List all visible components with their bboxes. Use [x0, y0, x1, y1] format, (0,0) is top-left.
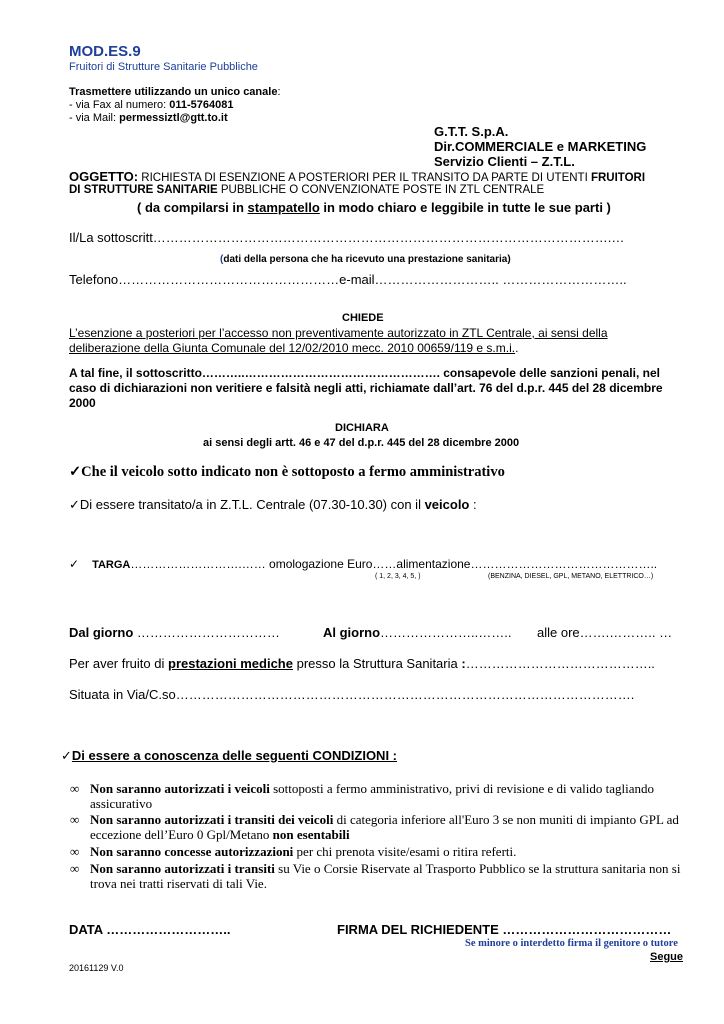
prestazioni-field[interactable]: Per aver fruito di prestazioni mediche presso la Struttura Sanitaria :……………………………………..	[69, 656, 655, 671]
condition-item: ∞ Non saranno autorizzati i transiti su Vie o Corsie Riservate al Trasporto Pubblico se la struttura sanitaria non si trova nei tratti riservati di tali Vie.	[70, 861, 681, 891]
condition-item: ∞ Non saranno autorizzati i transiti dei veicoli di categoria inferiore all'Euro 3 se non muniti di impianto GPL ad eccezione dell’Euro 0 Gpl/Metano non esentabili	[70, 812, 679, 842]
alle-ore-field[interactable]: alle ore…….……….. …	[537, 625, 673, 640]
fuel-hint: (BENZINA, DIESEL, GPL, METANO, ELETTRICO…)	[488, 573, 654, 580]
fill-instructions: ( da compilarsi in stampatello in modo chiaro e leggibile in tutte le sue parti )	[137, 200, 611, 215]
subject-label: OGGETTO:	[69, 169, 139, 184]
euro-hint: ( 1, 2, 3, 4, 5, )	[375, 573, 421, 580]
recipient-service: Servizio Clienti – Z.T.L.	[434, 154, 575, 169]
form-code: MOD.ES.9	[69, 43, 141, 60]
applicant-name-note: (dati della persona che ha ricevuto una prestazione sanitaria)	[220, 254, 511, 265]
date-field[interactable]: DATA ………………………..	[69, 922, 231, 937]
checkmark-icon: ✓	[61, 748, 72, 763]
recipient-department: Dir.COMMERCIALE e MARKETING	[434, 139, 647, 154]
phone-email-field[interactable]: Telefono……………………………………………e-mail……………………….. ………………………..	[69, 272, 627, 287]
chiede-line-1: L’esenzione a posteriori per l’accesso non preventivamente autorizzato in ZTL Centrale, ai sensi della	[69, 326, 608, 340]
subject-line-1: OGGETTO: RICHIESTA DI ESENZIONE A POSTERIORI PER IL TRANSITO DA PARTE DI UTENTI FRUITORI	[69, 169, 646, 184]
checkmark-icon: ✓	[69, 464, 82, 480]
fax-line: - via Fax al numero: 011-5764081	[69, 99, 234, 111]
recipient-company: G.T.T. S.p.A.	[434, 124, 509, 139]
transmit-heading: Trasmettere utilizzando un unico canale:	[69, 86, 281, 98]
dichiara-title: DICHIARA	[335, 422, 389, 434]
check-no-fermo: ✓Che il veicolo sotto indicato non è sottoposto a fermo amministrativo	[69, 464, 505, 480]
infinity-bullet-icon: ∞	[70, 781, 80, 796]
declaration-line-1[interactable]: A tal fine, il sottoscritto………..…………………………………………. consapevole delle sanzioni penali, nel	[69, 366, 660, 380]
mail-line: - via Mail: permessiztl@gtt.to.it	[69, 112, 228, 124]
subject-line-2: DI STRUTTURE SANITARIE PUBBLICHE O CONVENZIONATE POSTE IN ZTL CENTRALE	[69, 184, 545, 196]
applicant-name-field[interactable]: Il/La sottoscritt…………………………………………………………………………………………….…	[69, 230, 625, 245]
segue-label: Segue	[650, 951, 684, 963]
checkmark-icon: ✓	[69, 497, 80, 512]
chiede-line-2: deliberazione della Giunta Comunale del 12/02/2010 mecc. 2010 00659/119 e s.m.i..	[69, 341, 519, 355]
address-field[interactable]: Situata in Via/C.so…………………………………………………………………………………………….	[69, 687, 635, 702]
dal-giorno-field[interactable]: Dal giorno ……………………………	[69, 625, 280, 640]
chiede-title: CHIEDE	[342, 312, 384, 324]
fax-number: 011-5764081	[169, 99, 234, 111]
form-subtitle: Fruitori di Strutture Sanitarie Pubbliche	[69, 61, 258, 73]
infinity-bullet-icon: ∞	[70, 861, 80, 876]
declaration-line-3: 2000	[69, 396, 96, 410]
condition-item: ∞ Non saranno autorizzati i veicoli sottoposti a fermo amministrativo, privi di revisione e di valido tagliando assicurativo	[70, 781, 654, 811]
targa-field[interactable]: ✓ TARGA……………………….…… omologazione Euro……alimentazione………………………………………..	[69, 557, 658, 571]
checkmark-icon: ✓	[69, 557, 80, 571]
al-giorno-field[interactable]: Al giorno…………………..……..	[323, 625, 512, 640]
condition-item: ∞ Non saranno concesse autorizzazioni per chi prenota visite/esami o ritira referti.	[70, 844, 517, 859]
mail-address: permessiztl@gtt.to.it	[119, 112, 228, 124]
minor-signature-note: Se minore o interdetto firma il genitore o tutore	[465, 938, 678, 949]
infinity-bullet-icon: ∞	[70, 812, 80, 827]
declaration-line-2: caso di dichiarazioni non veritiere e falsità negli atti, richiamate dall’art. 76 del d.p.r. 445 del 28 dicembre	[69, 381, 663, 395]
version-label: 20161129 V.0	[69, 963, 124, 973]
conditions-title: ✓Di essere a conoscenza delle seguenti CONDIZIONI :	[61, 748, 398, 763]
dichiara-subtitle: ai sensi degli artt. 46 e 47 del d.p.r. 445 del 28 dicembre 2000	[203, 437, 520, 449]
signature-field[interactable]: FIRMA DEL RICHIEDENTE …………………………………	[337, 922, 672, 937]
infinity-bullet-icon: ∞	[70, 844, 80, 859]
check-transit: ✓Di essere transitato/a in Z.T.L. Centrale (07.30-10.30) con il veicolo :	[69, 497, 477, 512]
